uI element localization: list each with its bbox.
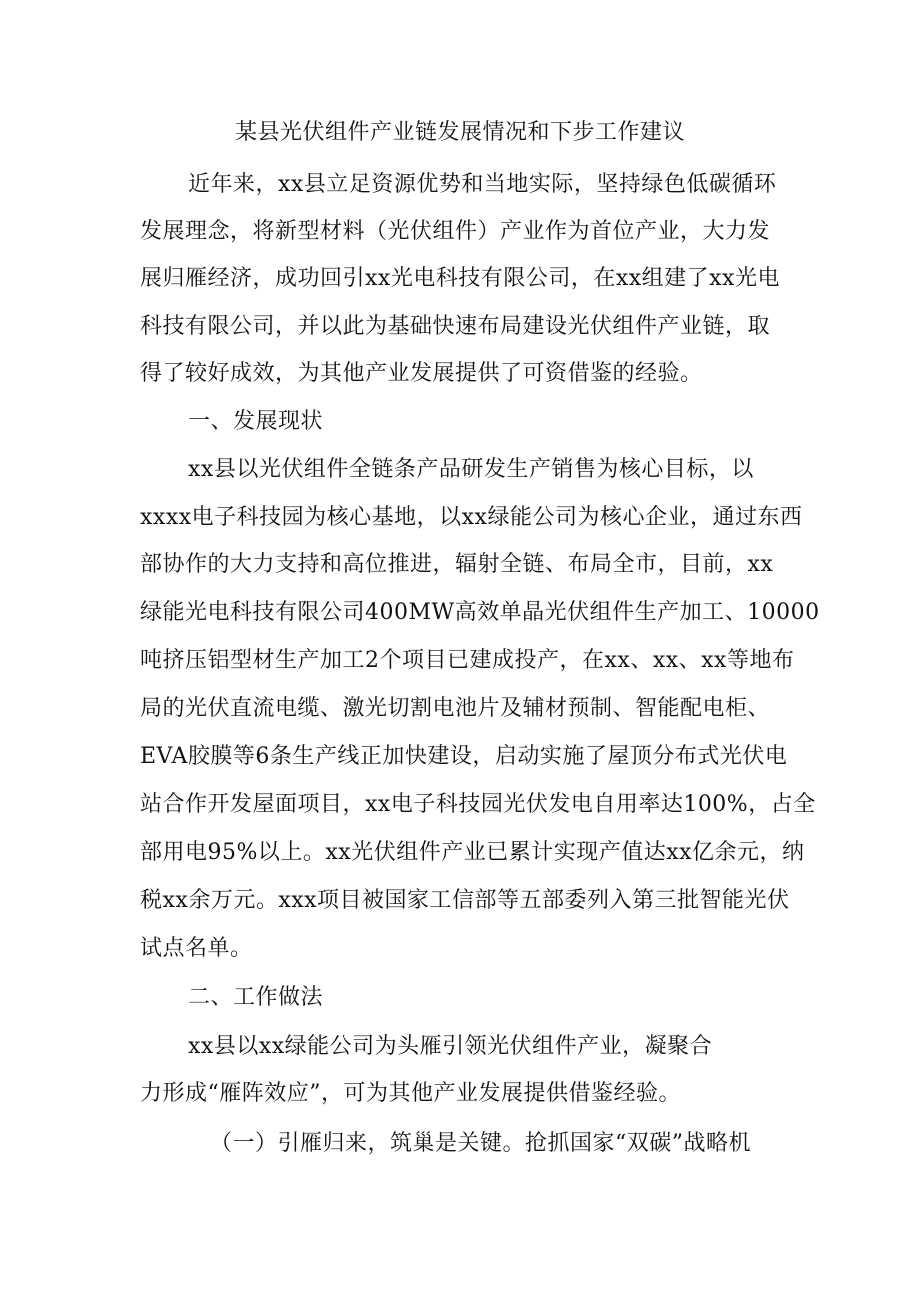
paragraph-line: 吨挤压铝型材生产加工2个项目已建成投产，在xx、xx、xx等地布 (140, 648, 795, 673)
paragraph-line: 试点名单。 (140, 936, 253, 961)
paragraph-line: xx县以xx绿能公司为头雁引领光伏组件产业，凝聚合 (188, 1034, 713, 1059)
paragraph-line: 税xx余万元。xxx项目被国家工信部等五部委列入第三批智能光伏 (140, 888, 790, 913)
section-heading: 二、工作做法 (188, 985, 324, 1010)
paragraph-line: 力形成“雁阵效应”，可为其他产业发展提供借鉴经验。 (140, 1081, 681, 1106)
paragraph-line: 站合作开发屋面项目，xx电子科技园光伏发电自用率达100%，占全 (140, 792, 816, 817)
paragraph-line: 展归雁经济，成功回引xx光电科技有限公司，在xx组建了xx光电 (140, 266, 780, 291)
paragraph-line: 得了较好成效，为其他产业发展提供了可资借鉴的经验。 (140, 361, 703, 386)
paragraph-line: 局的光伏直流电缆、激光切割电池片及辅材预制、智能配电柜、 (140, 696, 771, 721)
section-heading: 一、发展现状 (188, 409, 324, 434)
paragraph-line: EVA胶膜等6条生产线正加快建设，启动实施了屋顶分布式光伏电 (140, 744, 788, 769)
paragraph-line: 部协作的大力支持和高位推进，辐射全链、布局全市，目前，xx (140, 552, 774, 577)
paragraph-line: 近年来，xx县立足资源优势和当地实际，坚持绿色低碳循环 (188, 172, 777, 197)
paragraph-line: 绿能光电科技有限公司400MW高效单晶光伏组件生产加工、10000 (140, 600, 820, 625)
paragraph-line: xxxx电子科技园为核心基地，以xx绿能公司为核心企业，通过东西 (140, 505, 803, 530)
paragraph-line: 发展理念，将新型材料（光伏组件）产业作为首位产业，大力发 (140, 219, 771, 244)
paragraph-line: （一）引雁归来，筑巢是关键。抢抓国家“双碳”战略机 (210, 1131, 751, 1156)
paragraph-line: 科技有限公司，并以此为基础快速布局建设光伏组件产业链，取 (140, 314, 771, 339)
paragraph-line: xx县以光伏组件全链条产品研发生产销售为核心目标，以 (188, 457, 754, 482)
paragraph-line: 部用电95%以上。xx光伏组件产业已累计实现产值达xx亿余元，纳 (140, 840, 805, 865)
document-title: 某县光伏组件产业链发展情况和下步工作建议 (234, 120, 685, 145)
